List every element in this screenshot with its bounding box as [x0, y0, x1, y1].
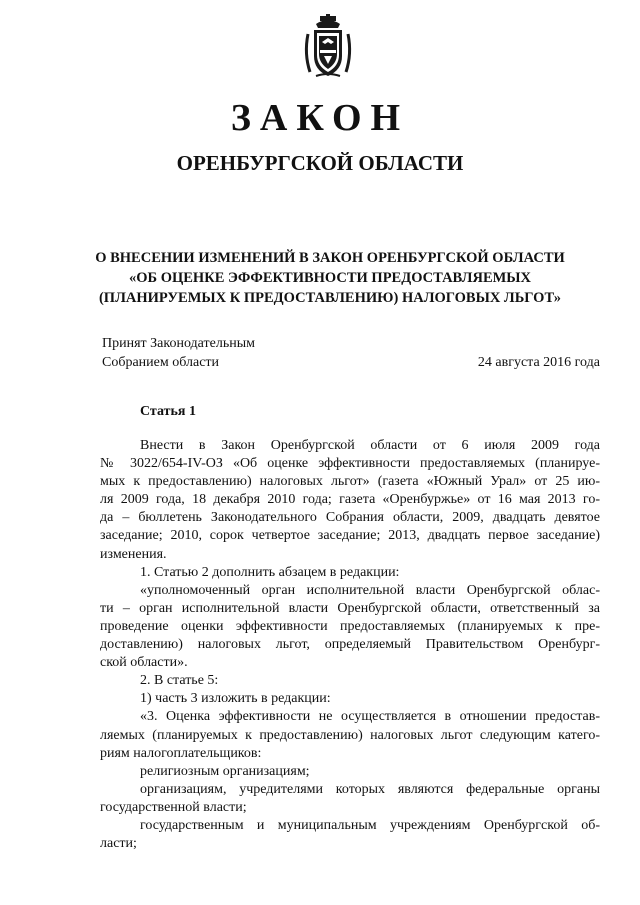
body-line: организациям, учредителями которых являются федеральные органы — [140, 781, 600, 797]
article-body — [100, 437, 600, 853]
body-line: да – бюллетень Законодательного Собрания области, 2009, двадцать девятое — [100, 510, 600, 526]
body-line: изменения. — [100, 546, 167, 562]
law-title: ЗАКОН — [230, 97, 410, 139]
body-line: Внести в Закон Оренбургской области от 6 июля 2009 года — [140, 438, 600, 453]
body-line: 1) часть 3 изложить в редакции: — [140, 691, 331, 707]
body-line: ляемых (планируемых к предоставлению) налоговых льгот следующим катего- — [100, 727, 600, 743]
body-line: доставлению) налоговых льгот, определяемый Правительством Оренбург- — [100, 637, 600, 653]
adoption-date: 24 августа 2016 года — [477, 355, 600, 370]
body-line: «уполномоченный орган исполнительной власти Оренбургской облас- — [140, 582, 600, 598]
body-line: мых к предоставлению) налоговых льгот» (газета «Южный Урал» от 25 ию- — [100, 474, 600, 490]
body-line: ти – орган исполнительной власти Оренбургской области, ответственный за — [100, 600, 600, 616]
body-line: 2. В статье 5: — [140, 673, 219, 689]
subject-line: О ВНЕСЕНИИ ИЗМЕНЕНИЙ В ЗАКОН ОРЕНБУРГСКОЙ ОБЛАСТИ — [95, 250, 565, 266]
subject-line: (ПЛАНИРУЕМЫХ К ПРЕДОСТАВЛЕНИЮ) НАЛОГОВЫХ ЛЬГОТ» — [98, 290, 562, 306]
body-line: государственной власти; — [100, 799, 247, 815]
body-line: № 3022/654-IV-ОЗ «Об оценке эффективности предоставляемых (планируе- — [100, 456, 600, 472]
coat-of-arms-icon — [300, 14, 356, 80]
body-line: государственным и муниципальным учреждениям Оренбургской об- — [140, 817, 600, 833]
body-line: заседание; 2010, сорок четвертое заседание; 2013, двадцать первое заседание) — [100, 528, 600, 544]
body-line: ласти; — [100, 836, 137, 852]
body-line: 1. Статью 2 дополнить абзацем в редакции: — [140, 564, 400, 580]
article-heading: Статья 1 — [140, 404, 196, 419]
body-line: «3. Оценка эффективности не осуществляется в отношении предостав- — [140, 709, 600, 725]
adoption-line-2: Собранием области — [102, 355, 220, 370]
region-title: ОРЕНБУРГСКОЙ ОБЛАСТИ — [176, 151, 464, 175]
subject-line: «ОБ ОЦЕНКЕ ЭФФЕКТИВНОСТИ ПРЕДОСТАВЛЯЕМЫХ — [128, 270, 532, 286]
body-line: ля 2009 года, 18 декабря 2010 года; газета «Оренбуржье» от 16 мая 2013 го- — [100, 492, 600, 508]
adoption-note — [102, 334, 255, 372]
body-line: риям налогоплательщиков: — [100, 745, 262, 761]
adoption-line-1: Принят Законодательным — [102, 336, 255, 351]
body-line: ской области». — [100, 655, 188, 671]
body-line: религиозным организациям; — [140, 763, 310, 779]
body-line: проведение оценки эффективности предоставляемых (планируемых к пре- — [100, 618, 600, 634]
law-subject — [60, 248, 600, 308]
